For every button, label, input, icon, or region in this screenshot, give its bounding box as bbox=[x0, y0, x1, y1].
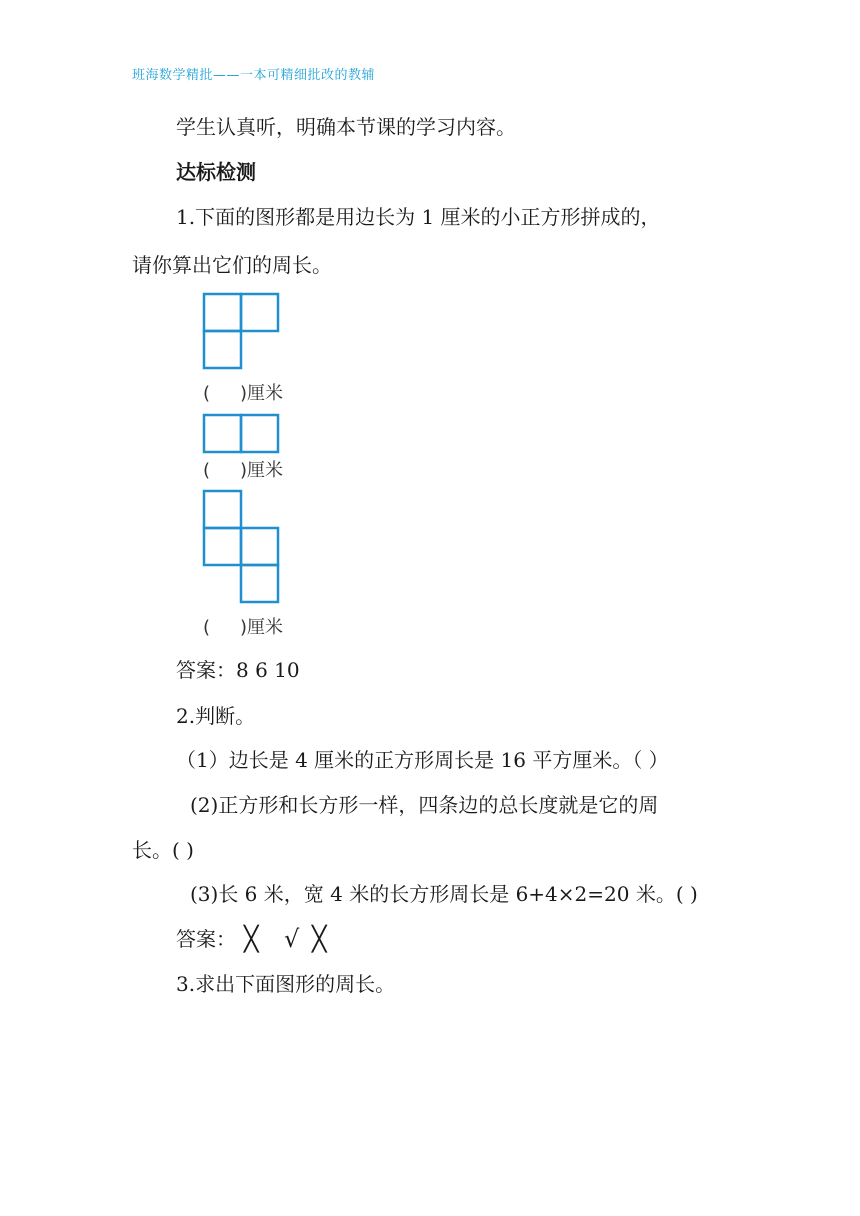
caption-open-paren: ( bbox=[203, 617, 211, 638]
figure-1-caption bbox=[203, 379, 283, 405]
q1-answer: 答案：8 6 10 bbox=[176, 658, 300, 682]
caption-unit: )厘米 bbox=[240, 383, 284, 404]
figure-2-caption bbox=[203, 456, 283, 482]
figure-2-square bbox=[204, 415, 241, 452]
check-mark-icon: √ bbox=[284, 925, 300, 953]
figure-3-square bbox=[204, 528, 241, 565]
figure-1-square bbox=[241, 294, 278, 331]
q2-item-2-line1: (2)正方形和长方形一样，四条边的总长度就是它的周 bbox=[190, 793, 659, 817]
q1-text-line1: 1.下面的图形都是用边长为 1 厘米的小正方形拼成的， bbox=[176, 205, 661, 229]
q2-answer-label: 答案： bbox=[176, 927, 236, 951]
header-title: 班海数学精批——一本可精细批改的教辅 bbox=[132, 68, 376, 83]
q2-title: 2.判断。 bbox=[176, 704, 256, 728]
q2-item-3: (3)长 6 米，宽 4 米的长方形周长是 6+4×2=20 米。( ) bbox=[190, 882, 698, 906]
figure-1-l-shape bbox=[203, 293, 279, 369]
cross-mark-icon: ╳ bbox=[244, 925, 259, 953]
q3-title: 3.求出下面图形的周长。 bbox=[176, 972, 396, 996]
figure-1-square bbox=[204, 331, 241, 368]
figure-3-s-shape bbox=[203, 490, 279, 603]
figure-3-caption bbox=[203, 613, 283, 639]
figure-3-square bbox=[204, 491, 241, 528]
caption-open-paren: ( bbox=[203, 460, 211, 481]
figure-2-domino bbox=[203, 414, 279, 453]
caption-open-paren: ( bbox=[203, 383, 211, 404]
caption-unit: )厘米 bbox=[240, 460, 284, 481]
cross-mark-icon: ╳ bbox=[312, 925, 327, 953]
figure-1-square bbox=[204, 294, 241, 331]
figure-2-square bbox=[241, 415, 278, 452]
figure-3-square bbox=[241, 528, 278, 565]
q2-item-2-line2: 长。( ) bbox=[132, 838, 194, 862]
section-title: 达标检测 bbox=[176, 160, 256, 184]
q1-text-line2: 请你算出它们的周长。 bbox=[132, 253, 332, 277]
q2-item-1: （1）边长是 4 厘米的正方形周长是 16 平方厘米。（ ） bbox=[176, 748, 669, 772]
intro-text: 学生认真听，明确本节课的学习内容。 bbox=[176, 115, 516, 139]
caption-unit: )厘米 bbox=[240, 617, 284, 638]
figure-3-square bbox=[241, 565, 278, 602]
